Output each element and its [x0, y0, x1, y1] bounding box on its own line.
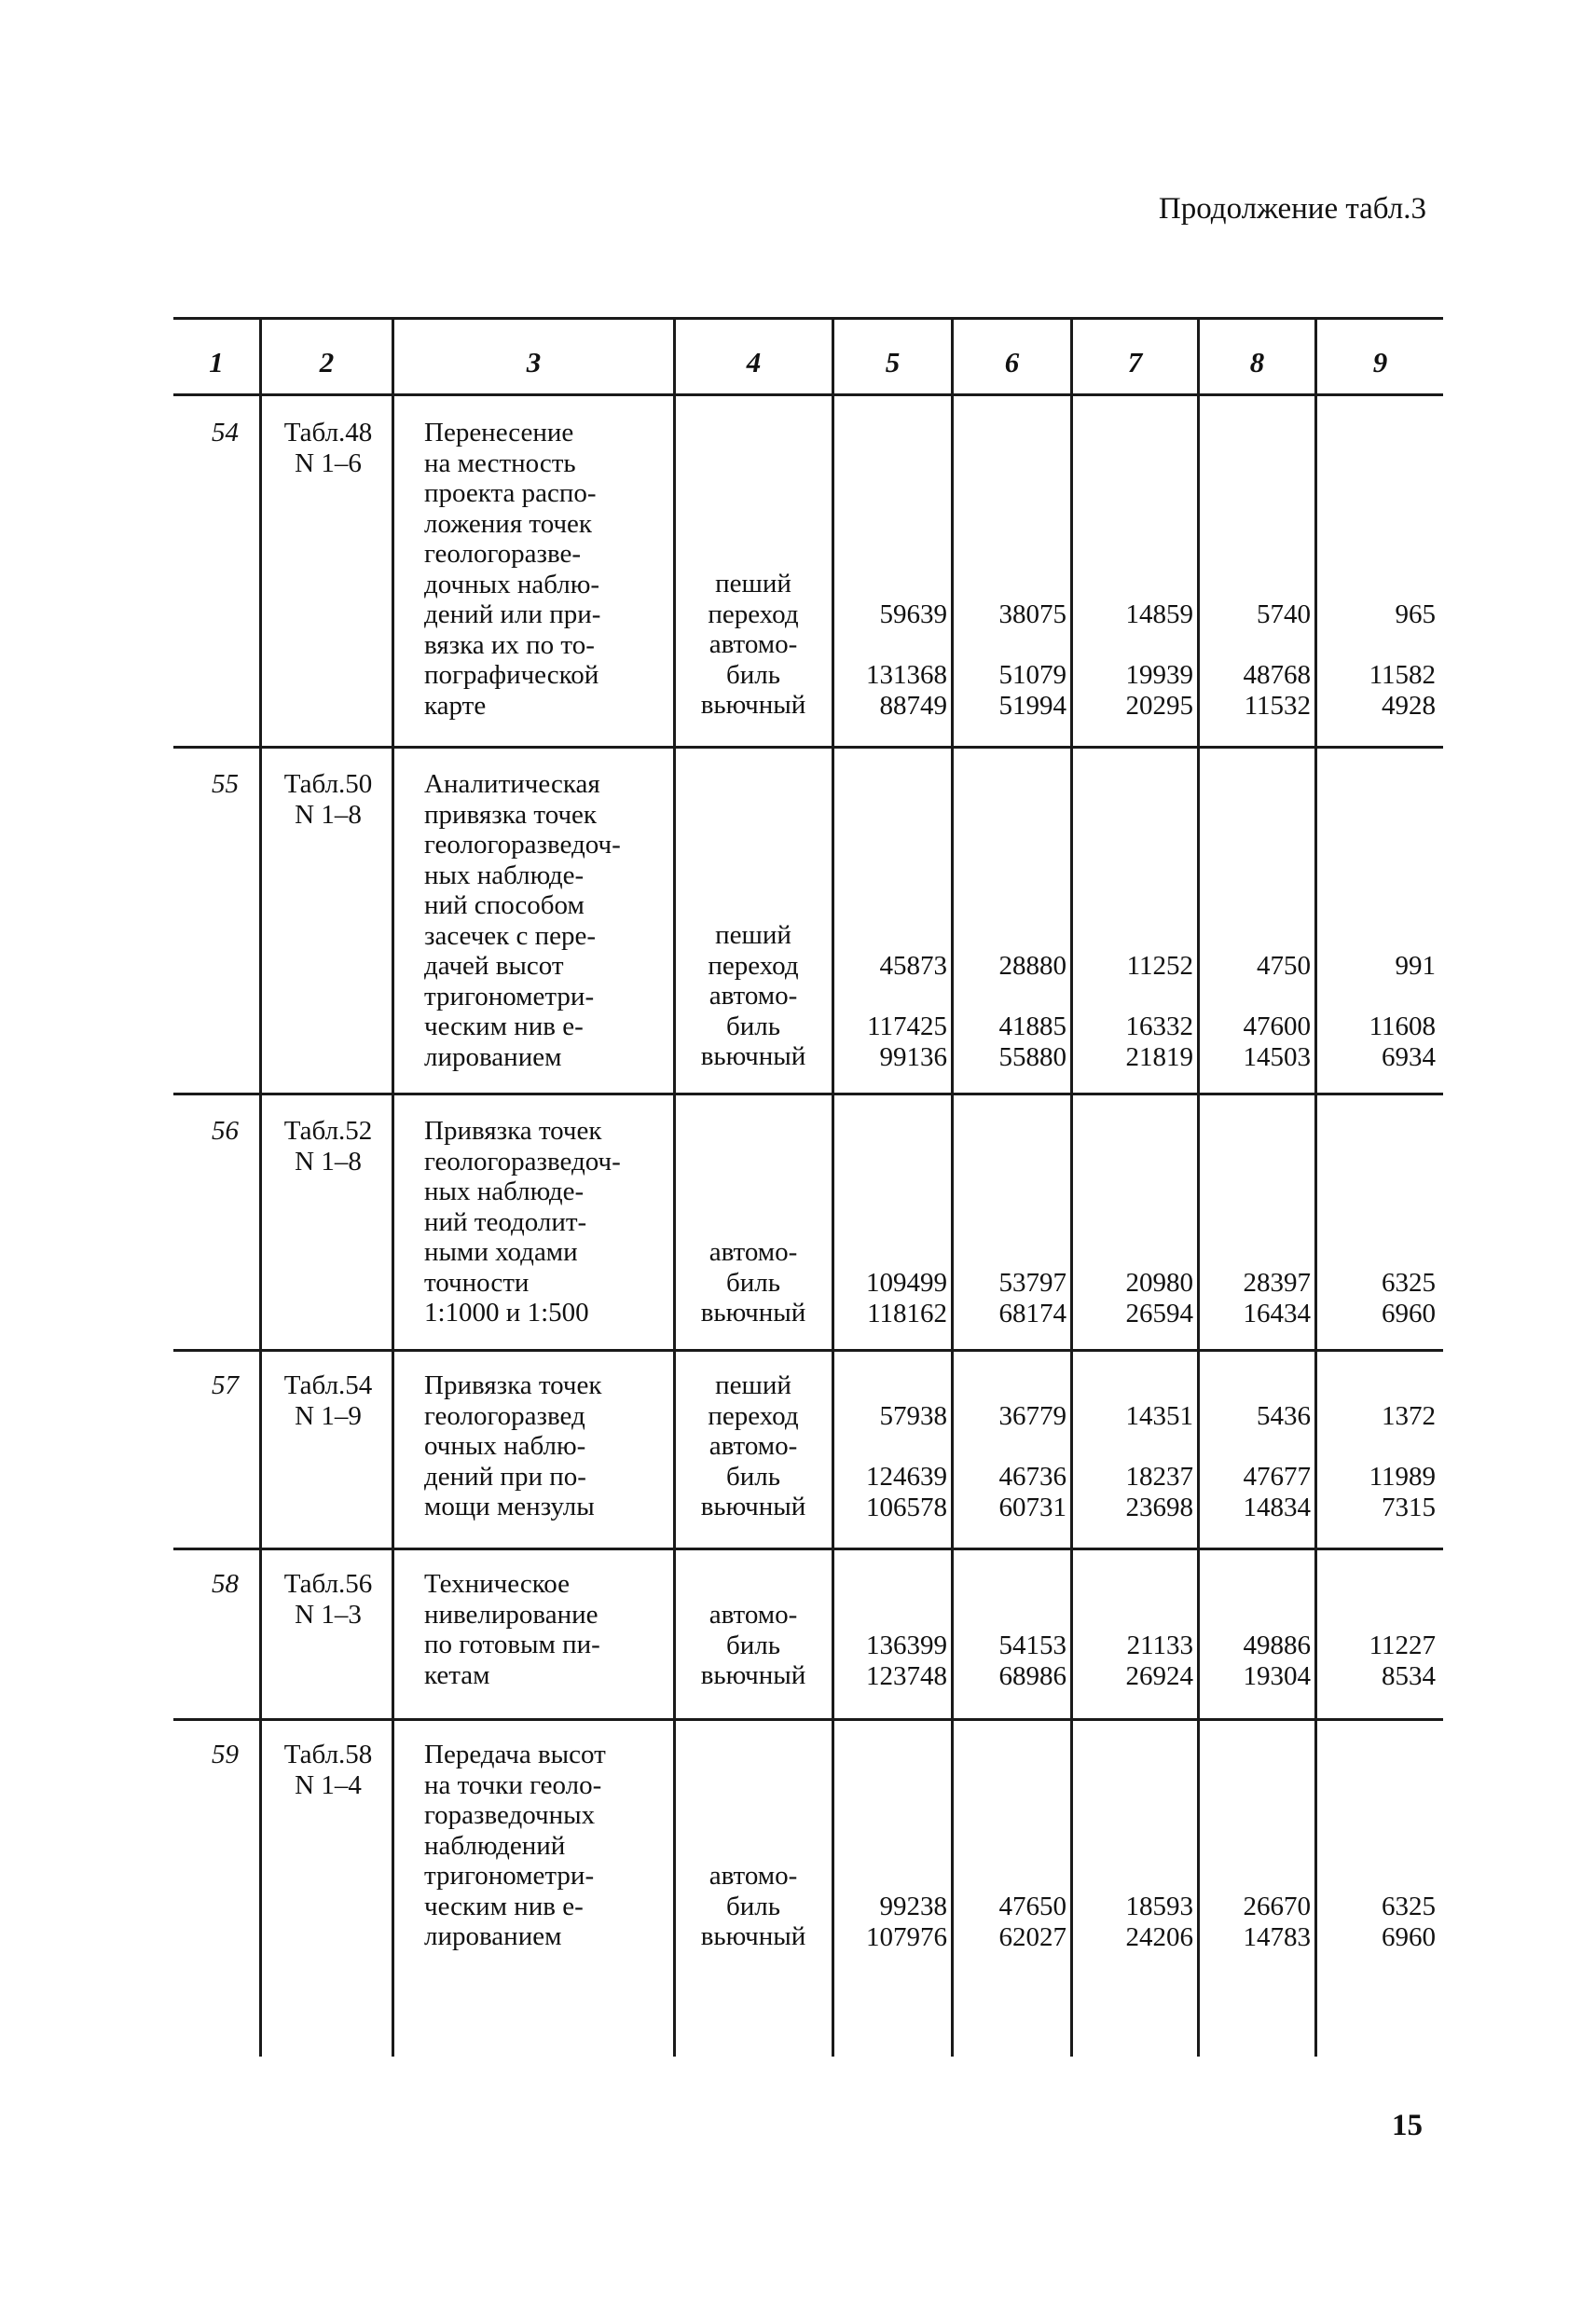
column-header-3: 3 — [526, 346, 542, 378]
column-header-5: 5 — [885, 346, 901, 378]
value-col-8: 28397 16434 — [1243, 1268, 1311, 1328]
value-col-8: 49886 19304 — [1243, 1631, 1311, 1691]
column-header-6: 6 — [1004, 346, 1020, 378]
value-col-5: 59639 131368 88749 — [866, 599, 947, 721]
column-rule — [832, 319, 834, 2057]
transport-mode: пеший переход автомо- биль вьючный — [700, 1370, 806, 1521]
row-number: 56 — [212, 1116, 239, 1146]
value-col-6: 28880 41885 55880 — [998, 951, 1066, 1072]
row-divider — [173, 1718, 1443, 1721]
table-reference: Табл.52 N 1–8 — [283, 1116, 373, 1177]
row-divider — [173, 1349, 1443, 1352]
value-col-8: 5740 48768 11532 — [1243, 599, 1311, 721]
transport-mode: пеший переход автомо- биль вьючный — [700, 569, 806, 720]
row-number: 55 — [212, 769, 239, 799]
column-rule — [1314, 319, 1317, 2057]
value-col-5: 109499 118162 — [866, 1268, 947, 1328]
value-col-7: 11252 16332 21819 — [1125, 951, 1193, 1072]
value-col-8: 4750 47600 14503 — [1243, 951, 1311, 1072]
work-description: Техническое нивелирование по готовым пи- кетам — [424, 1569, 600, 1690]
column-rule — [1197, 319, 1200, 2057]
column-rule — [259, 319, 262, 2057]
value-col-6: 47650 62027 — [998, 1892, 1066, 1952]
row-divider — [173, 746, 1443, 749]
transport-mode: пеший переход автомо- биль вьючный — [700, 920, 806, 1071]
table-reference: Табл.50 N 1–8 — [283, 769, 373, 830]
transport-mode: автомо- биль вьючный — [700, 1861, 806, 1951]
table-reference: Табл.58 N 1–4 — [283, 1740, 373, 1800]
work-description: Аналитическая привязка точек геологоразведоч- ных наблюде- ний способом засечек с пере- дачей высот тригонометри- ческим нив е- лированием — [424, 769, 621, 1072]
column-header-8: 8 — [1249, 346, 1265, 378]
column-rule — [673, 319, 676, 2057]
value-col-9: 6325 6960 — [1382, 1892, 1436, 1952]
column-header-2: 2 — [319, 346, 335, 378]
transport-mode: автомо- биль вьючный — [700, 1600, 806, 1690]
value-col-7: 20980 26594 — [1125, 1268, 1193, 1328]
value-col-9: 965 11582 4928 — [1369, 599, 1436, 721]
value-col-7: 14351 18237 23698 — [1125, 1401, 1193, 1522]
work-description: Передача высот на точки геоло- горазведочных наблюдений тригонометри- ческим нив е- лированием — [424, 1740, 606, 1951]
table-reference: Табл.54 N 1–9 — [283, 1370, 373, 1431]
table-continuation-label: Продолжение табл.3 — [1158, 192, 1426, 226]
value-col-7: 21133 26924 — [1125, 1631, 1193, 1691]
row-number: 59 — [212, 1740, 239, 1769]
column-header-4: 4 — [746, 346, 762, 378]
value-col-8: 26670 14783 — [1243, 1892, 1311, 1952]
row-number: 54 — [212, 418, 239, 447]
column-header-1: 1 — [209, 346, 224, 378]
value-col-9: 1372 11989 7315 — [1369, 1401, 1436, 1522]
value-col-5: 57938 124639 106578 — [866, 1401, 947, 1522]
value-col-9: 991 11608 6934 — [1369, 951, 1436, 1072]
column-header-7: 7 — [1127, 346, 1143, 378]
header-bottom-rule — [173, 393, 1443, 396]
table-reference: Табл.48 N 1–6 — [283, 418, 373, 478]
work-description: Привязка точек геологоразведоч- ных наблюде- ний теодолит- ными ходами точности 1:1000 и 1:500 — [424, 1116, 621, 1328]
value-col-5: 136399 123748 — [866, 1631, 947, 1691]
value-col-9: 6325 6960 — [1382, 1268, 1436, 1328]
row-divider — [173, 1093, 1443, 1095]
column-header-9: 9 — [1372, 346, 1388, 378]
row-divider — [173, 1548, 1443, 1550]
work-description: Перенесение на местность проекта распо- ложения точек геологоразве- дочных наблю- дений или при- вязка их по то- пографической карте — [424, 418, 601, 721]
row-number: 57 — [212, 1370, 239, 1400]
value-col-6: 53797 68174 — [998, 1268, 1066, 1328]
table-reference: Табл.56 N 1–3 — [283, 1569, 373, 1630]
value-col-9: 11227 8534 — [1369, 1631, 1436, 1691]
page-number: 15 — [1392, 2109, 1423, 2142]
value-col-6: 54153 68986 — [998, 1631, 1066, 1691]
value-col-8: 5436 47677 14834 — [1243, 1401, 1311, 1522]
value-col-6: 36779 46736 60731 — [998, 1401, 1066, 1522]
value-col-5: 99238 107976 — [866, 1892, 947, 1952]
value-col-7: 18593 24206 — [1125, 1892, 1193, 1952]
row-number: 58 — [212, 1569, 239, 1599]
table-top-rule — [173, 317, 1443, 320]
column-rule — [1070, 319, 1073, 2057]
value-col-5: 45873 117425 99136 — [867, 951, 947, 1072]
column-rule — [951, 319, 954, 2057]
transport-mode: автомо- биль вьючный — [700, 1237, 806, 1328]
value-col-6: 38075 51079 51994 — [998, 599, 1066, 721]
value-col-7: 14859 19939 20295 — [1125, 599, 1193, 721]
work-description: Привязка точек геологоразвед очных наблю- дений при по- мощи мензулы — [424, 1370, 602, 1521]
